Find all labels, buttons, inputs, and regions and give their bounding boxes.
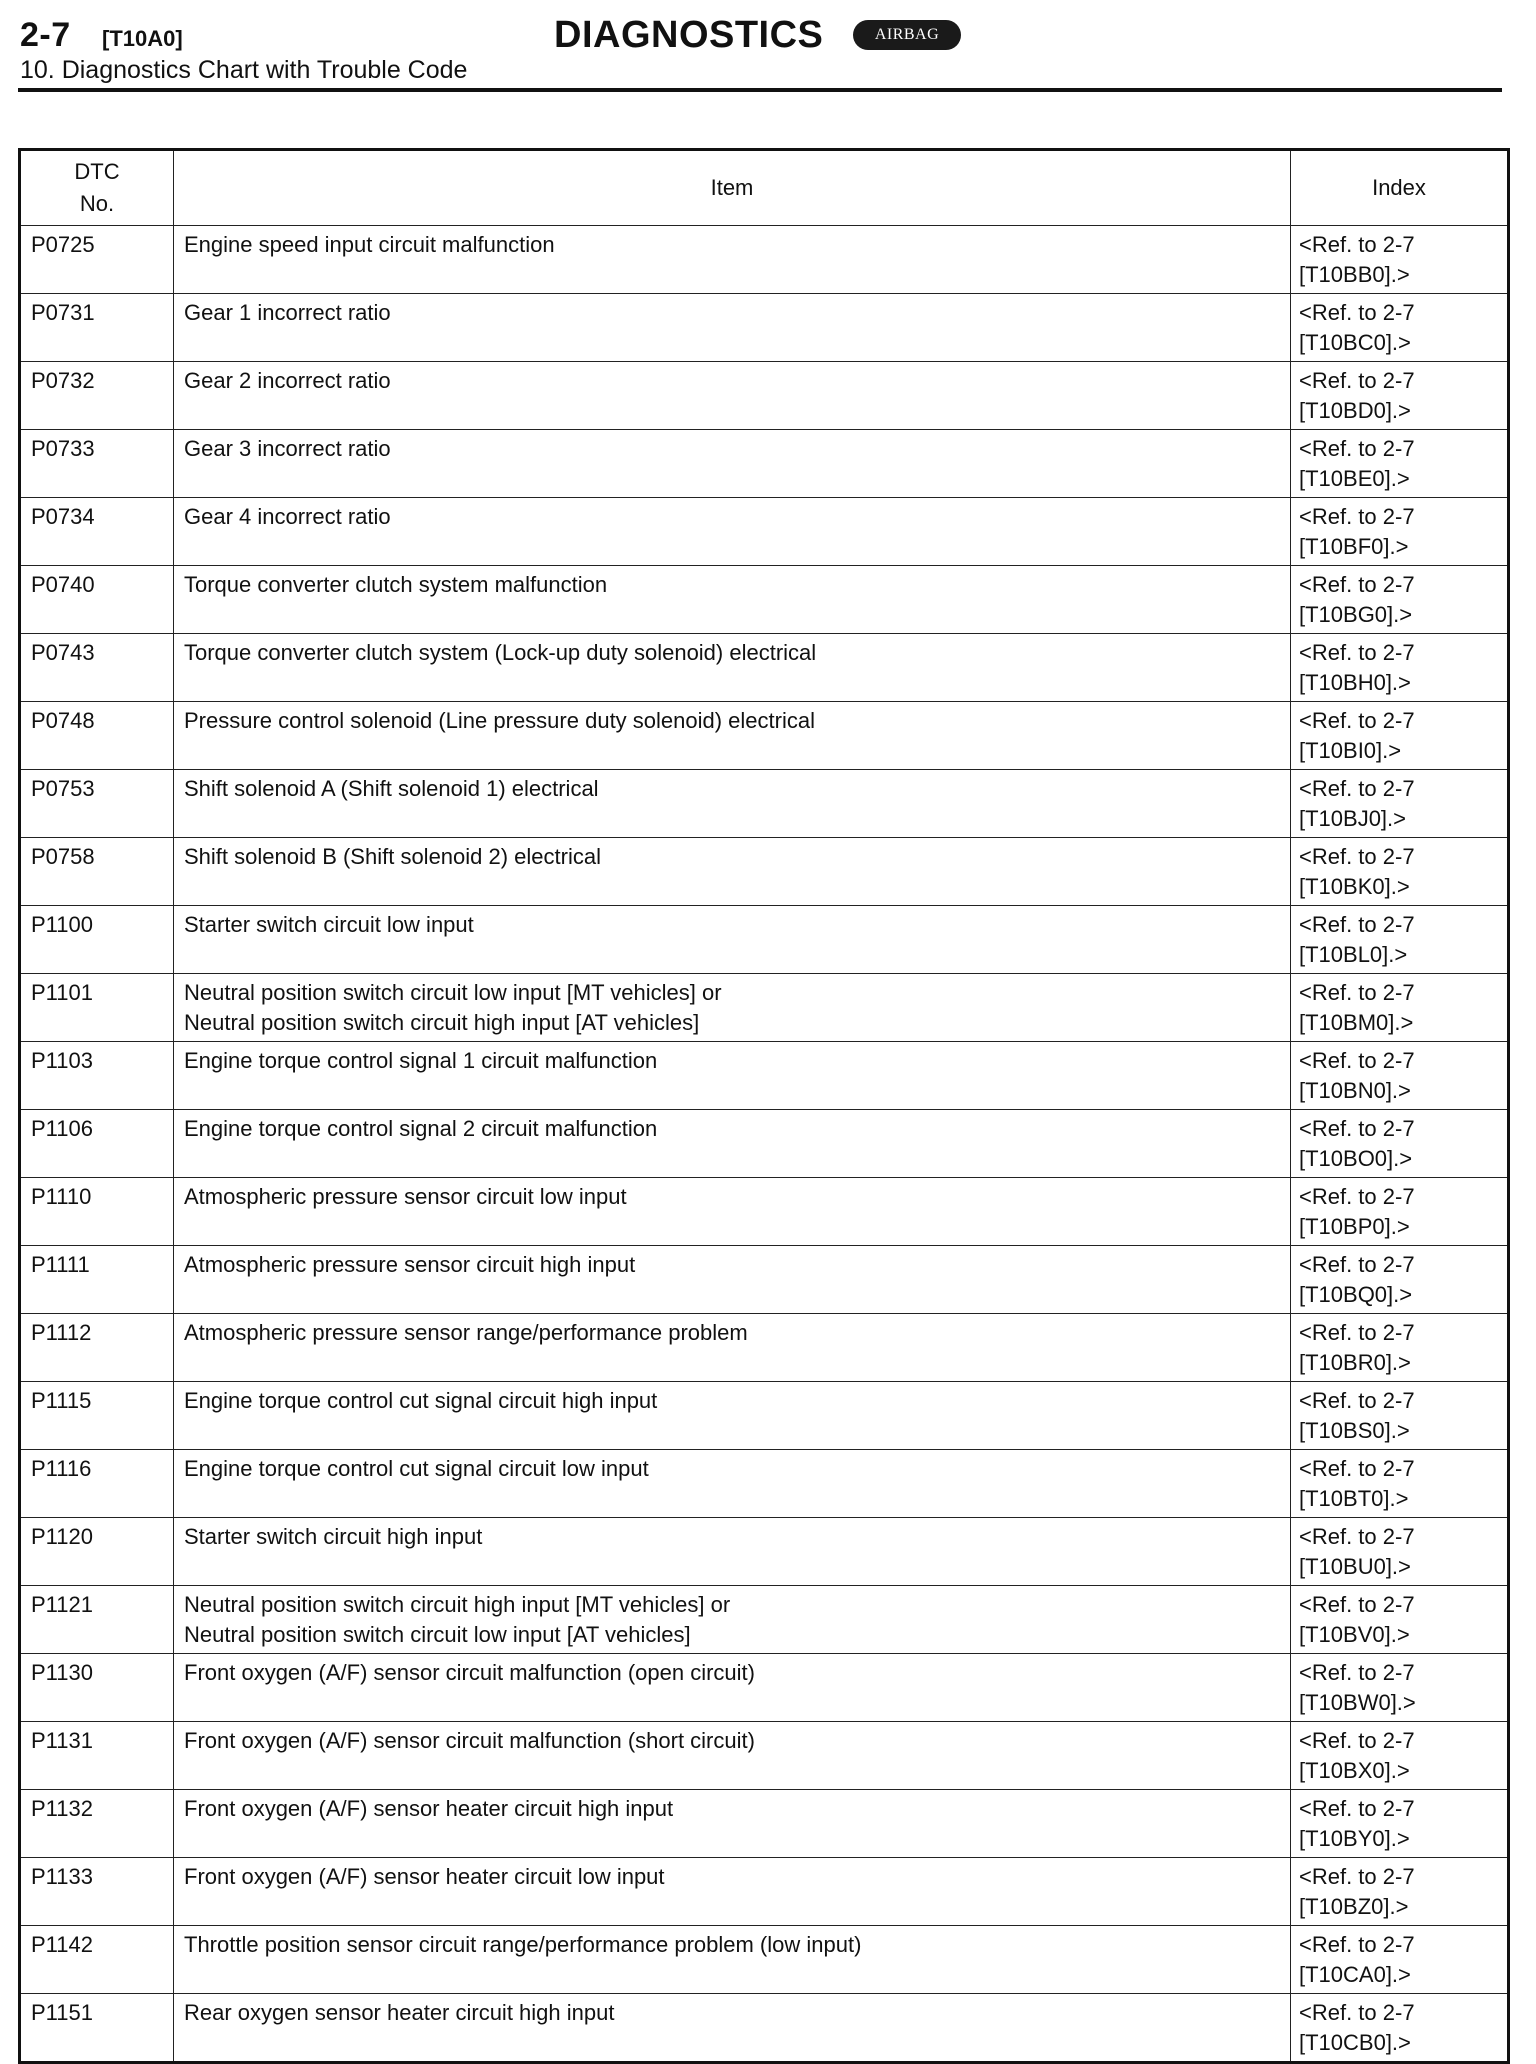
dtc-index-ref: [1291, 1382, 1509, 1450]
dtc-code: P1120: [20, 1518, 174, 1586]
dtc-index-line: <Ref. to 2-7: [1299, 1320, 1415, 1345]
dtc-index-line: <Ref. to 2-7: [1299, 980, 1415, 1005]
header-dtc: [20, 150, 174, 226]
dtc-index-ref: [1291, 974, 1509, 1042]
table-row: [20, 566, 1509, 634]
dtc-code: P0731: [20, 294, 174, 362]
dtc-index-line: <Ref. to 2-7: [1299, 1116, 1415, 1141]
dtc-index-ref: [1291, 1178, 1509, 1246]
dtc-item: [174, 1926, 1291, 1994]
dtc-code: P1131: [20, 1722, 174, 1790]
dtc-item: [174, 770, 1291, 838]
dtc-index-line: <Ref. to 2-7: [1299, 640, 1415, 665]
dtc-code: P0732: [20, 362, 174, 430]
table-row: [20, 838, 1509, 906]
dtc-index-line: <Ref. to 2-7: [1299, 1388, 1415, 1413]
table-row: [20, 1586, 1509, 1654]
dtc-item-line: Engine torque control cut signal circuit high input: [184, 1388, 658, 1413]
table-row: [20, 294, 1509, 362]
dtc-code: P0758: [20, 838, 174, 906]
dtc-index-line: [T10BH0].>: [1299, 670, 1411, 695]
dtc-index-line: <Ref. to 2-7: [1299, 2000, 1415, 2025]
dtc-index-line: [T10BT0].>: [1299, 1486, 1409, 1511]
dtc-item-line: Front oxygen (A/F) sensor circuit malfunction (short circuit): [184, 1728, 755, 1753]
dtc-index-ref: [1291, 1722, 1509, 1790]
table-row: [20, 1314, 1509, 1382]
dtc-index-line: [T10BR0].>: [1299, 1350, 1411, 1375]
header-dtc-line2: No.: [79, 191, 115, 216]
dtc-code: P0753: [20, 770, 174, 838]
table-row: [20, 1858, 1509, 1926]
dtc-item: [174, 974, 1291, 1042]
header-item: Item: [174, 150, 1291, 226]
dtc-index-line: [T10BC0].>: [1299, 330, 1411, 355]
dtc-code: P1130: [20, 1654, 174, 1722]
table-row: [20, 1654, 1509, 1722]
dtc-item: [174, 1518, 1291, 1586]
table-row: [20, 974, 1509, 1042]
dtc-code: P1142: [20, 1926, 174, 1994]
dtc-item: [174, 294, 1291, 362]
dtc-item-line: Front oxygen (A/F) sensor heater circuit high input: [184, 1796, 674, 1821]
dtc-index-line: <Ref. to 2-7: [1299, 1456, 1415, 1481]
dtc-index-ref: [1291, 1586, 1509, 1654]
dtc-index-ref: [1291, 430, 1509, 498]
page-code: [T10A0]: [102, 26, 183, 51]
table-row: [20, 1450, 1509, 1518]
dtc-code: P1103: [20, 1042, 174, 1110]
dtc-index-ref: [1291, 770, 1509, 838]
dtc-index-line: <Ref. to 2-7: [1299, 1660, 1415, 1685]
dtc-item: [174, 634, 1291, 702]
dtc-item-line: Torque converter clutch system (Lock-up duty solenoid) electrical: [184, 640, 817, 665]
dtc-index-ref: [1291, 566, 1509, 634]
dtc-code: P0733: [20, 430, 174, 498]
dtc-index-line: <Ref. to 2-7: [1299, 776, 1415, 801]
dtc-code: P0734: [20, 498, 174, 566]
dtc-index-line: <Ref. to 2-7: [1299, 844, 1415, 869]
dtc-index-ref: [1291, 362, 1509, 430]
dtc-item: [174, 1450, 1291, 1518]
table-row: [20, 362, 1509, 430]
table-row: [20, 498, 1509, 566]
dtc-index-ref: [1291, 1110, 1509, 1178]
table-row: [20, 1178, 1509, 1246]
dtc-item-line: Gear 4 incorrect ratio: [184, 504, 391, 529]
dtc-item: [174, 1586, 1291, 1654]
dtc-index-ref: [1291, 1790, 1509, 1858]
dtc-item-line: Gear 2 incorrect ratio: [184, 368, 391, 393]
dtc-code: P1132: [20, 1790, 174, 1858]
table-row: [20, 430, 1509, 498]
dtc-index-ref: [1291, 1314, 1509, 1382]
dtc-index-line: [T10CA0].>: [1299, 1962, 1411, 1987]
dtc-item: [174, 1994, 1291, 2063]
dtc-index-line: <Ref. to 2-7: [1299, 368, 1415, 393]
dtc-code: P1112: [20, 1314, 174, 1382]
dtc-code: P1101: [20, 974, 174, 1042]
dtc-index-line: [T10BZ0].>: [1299, 1894, 1409, 1919]
dtc-item-line: Throttle position sensor circuit range/performance problem (low input): [184, 1932, 862, 1957]
dtc-item-line: Rear oxygen sensor heater circuit high input: [184, 2000, 615, 2025]
dtc-code: P1100: [20, 906, 174, 974]
dtc-index-line: [T10BI0].>: [1299, 738, 1402, 763]
dtc-index-line: [T10BM0].>: [1299, 1010, 1414, 1035]
dtc-item: [174, 1382, 1291, 1450]
page-header: [20, 14, 1500, 89]
dtc-index-line: <Ref. to 2-7: [1299, 1592, 1415, 1617]
dtc-index-line: <Ref. to 2-7: [1299, 504, 1415, 529]
dtc-index-line: <Ref. to 2-7: [1299, 1728, 1415, 1753]
dtc-item-line: Front oxygen (A/F) sensor heater circuit low input: [184, 1864, 665, 1889]
dtc-item-line: Engine speed input circuit malfunction: [184, 232, 555, 257]
dtc-item-line: Front oxygen (A/F) sensor circuit malfunction (open circuit): [184, 1660, 755, 1685]
dtc-index-line: [T10BK0].>: [1299, 874, 1410, 899]
dtc-index-line: [T10BX0].>: [1299, 1758, 1410, 1783]
dtc-code: P1121: [20, 1586, 174, 1654]
dtc-item-line: Neutral position switch circuit low input [MT vehicles] or: [184, 980, 722, 1005]
table-header-row: [20, 150, 1509, 226]
dtc-item-line: Neutral position switch circuit low input [AT vehicles]: [184, 1622, 691, 1647]
dtc-item-line: Gear 1 incorrect ratio: [184, 300, 391, 325]
dtc-item: [174, 1042, 1291, 1110]
dtc-index-ref: [1291, 226, 1509, 294]
dtc-code: P1115: [20, 1382, 174, 1450]
dtc-index-line: [T10BO0].>: [1299, 1146, 1413, 1171]
dtc-index-line: [T10BN0].>: [1299, 1078, 1411, 1103]
dtc-code: P0748: [20, 702, 174, 770]
dtc-index-ref: [1291, 1994, 1509, 2063]
dtc-index-line: [T10BS0].>: [1299, 1418, 1410, 1443]
dtc-code: P1116: [20, 1450, 174, 1518]
dtc-item-line: Atmospheric pressure sensor range/performance problem: [184, 1320, 748, 1345]
dtc-code: P1111: [20, 1246, 174, 1314]
dtc-item: [174, 362, 1291, 430]
dtc-index-line: <Ref. to 2-7: [1299, 436, 1415, 461]
dtc-index-line: <Ref. to 2-7: [1299, 1184, 1415, 1209]
airbag-badge: AIRBAG: [853, 20, 961, 50]
dtc-index-line: [T10CB0].>: [1299, 2030, 1411, 2055]
dtc-index-line: [T10BW0].>: [1299, 1690, 1416, 1715]
dtc-index-line: <Ref. to 2-7: [1299, 1524, 1415, 1549]
dtc-item: [174, 1178, 1291, 1246]
dtc-item: [174, 906, 1291, 974]
dtc-index-ref: [1291, 634, 1509, 702]
dtc-index-line: <Ref. to 2-7: [1299, 708, 1415, 733]
dtc-index-ref: [1291, 1042, 1509, 1110]
dtc-index-line: [T10BD0].>: [1299, 398, 1411, 423]
dtc-item-line: Pressure control solenoid (Line pressure duty solenoid) electrical: [184, 708, 815, 733]
table-row: [20, 226, 1509, 294]
table-row: [20, 770, 1509, 838]
dtc-item-line: Atmospheric pressure sensor circuit high input: [184, 1252, 636, 1277]
dtc-code: P1151: [20, 1994, 174, 2063]
dtc-index-line: <Ref. to 2-7: [1299, 572, 1415, 597]
dtc-item-line: Starter switch circuit low input: [184, 912, 474, 937]
dtc-index-line: [T10BP0].>: [1299, 1214, 1410, 1239]
dtc-item: [174, 430, 1291, 498]
dtc-index-line: <Ref. to 2-7: [1299, 912, 1415, 937]
dtc-item-line: Neutral position switch circuit high input [MT vehicles] or: [184, 1592, 731, 1617]
dtc-index-ref: [1291, 1518, 1509, 1586]
table-body: [20, 226, 1509, 2063]
page-subtitle: 10. Diagnostics Chart with Trouble Code: [20, 56, 468, 84]
dtc-index-ref: [1291, 1450, 1509, 1518]
dtc-item: [174, 1722, 1291, 1790]
table-row: [20, 1518, 1509, 1586]
table-row: [20, 1382, 1509, 1450]
table-row: [20, 1790, 1509, 1858]
dtc-index-line: <Ref. to 2-7: [1299, 1932, 1415, 1957]
table-row: [20, 1722, 1509, 1790]
dtc-item: [174, 1790, 1291, 1858]
dtc-item: [174, 838, 1291, 906]
dtc-code: P1110: [20, 1178, 174, 1246]
page-number: 2-7: [20, 16, 71, 54]
dtc-index-ref: [1291, 1858, 1509, 1926]
dtc-index-line: [T10BY0].>: [1299, 1826, 1410, 1851]
dtc-table-container: [18, 148, 1510, 2064]
dtc-item-line: Gear 3 incorrect ratio: [184, 436, 391, 461]
dtc-index-line: [T10BV0].>: [1299, 1622, 1410, 1647]
dtc-code: P1106: [20, 1110, 174, 1178]
dtc-index-ref: [1291, 498, 1509, 566]
dtc-code: P0740: [20, 566, 174, 634]
table-row: [20, 1994, 1509, 2063]
header-index: Index: [1291, 150, 1509, 226]
dtc-item: [174, 1314, 1291, 1382]
dtc-item: [174, 498, 1291, 566]
dtc-code: P0725: [20, 226, 174, 294]
dtc-index-line: [T10BE0].>: [1299, 466, 1410, 491]
dtc-item-line: Engine torque control cut signal circuit low input: [184, 1456, 649, 1481]
table-row: [20, 906, 1509, 974]
table-row: [20, 1042, 1509, 1110]
dtc-index-line: <Ref. to 2-7: [1299, 1864, 1415, 1889]
dtc-index-line: [T10BJ0].>: [1299, 806, 1407, 831]
dtc-index-line: <Ref. to 2-7: [1299, 300, 1415, 325]
dtc-index-line: [T10BB0].>: [1299, 262, 1410, 287]
dtc-index-ref: [1291, 294, 1509, 362]
dtc-index-ref: [1291, 1926, 1509, 1994]
dtc-index-ref: [1291, 906, 1509, 974]
dtc-item-line: Engine torque control signal 1 circuit malfunction: [184, 1048, 658, 1073]
table-row: [20, 1110, 1509, 1178]
dtc-table: [18, 148, 1510, 2064]
dtc-item: [174, 1654, 1291, 1722]
dtc-index-line: <Ref. to 2-7: [1299, 1048, 1415, 1073]
dtc-item: [174, 1246, 1291, 1314]
table-row: [20, 702, 1509, 770]
dtc-item: [174, 1858, 1291, 1926]
dtc-item-line: Shift solenoid A (Shift solenoid 1) electrical: [184, 776, 599, 801]
section-title: DIAGNOSTICS: [554, 14, 824, 56]
dtc-item: [174, 702, 1291, 770]
dtc-index-line: <Ref. to 2-7: [1299, 1252, 1415, 1277]
header-dtc-line1: DTC: [74, 159, 120, 184]
dtc-code: P0743: [20, 634, 174, 702]
header-rule: [18, 88, 1502, 92]
dtc-index-ref: [1291, 1246, 1509, 1314]
dtc-index-ref: [1291, 1654, 1509, 1722]
dtc-item-line: Neutral position switch circuit high input [AT vehicles]: [184, 1010, 700, 1035]
table-row: [20, 634, 1509, 702]
table-row: [20, 1246, 1509, 1314]
dtc-item-line: Starter switch circuit high input: [184, 1524, 483, 1549]
dtc-index-line: [T10BQ0].>: [1299, 1282, 1413, 1307]
dtc-index-line: [T10BF0].>: [1299, 534, 1409, 559]
dtc-item-line: Atmospheric pressure sensor circuit low input: [184, 1184, 627, 1209]
dtc-item: [174, 1110, 1291, 1178]
dtc-index-line: [T10BG0].>: [1299, 602, 1413, 627]
dtc-item-line: Engine torque control signal 2 circuit malfunction: [184, 1116, 658, 1141]
dtc-index-ref: [1291, 838, 1509, 906]
dtc-item: [174, 566, 1291, 634]
dtc-index-line: [T10BL0].>: [1299, 942, 1408, 967]
dtc-index-line: [T10BU0].>: [1299, 1554, 1411, 1579]
dtc-index-line: <Ref. to 2-7: [1299, 1796, 1415, 1821]
dtc-item-line: Torque converter clutch system malfunction: [184, 572, 608, 597]
dtc-item: [174, 226, 1291, 294]
table-row: [20, 1926, 1509, 1994]
dtc-item-line: Shift solenoid B (Shift solenoid 2) electrical: [184, 844, 601, 869]
dtc-code: P1133: [20, 1858, 174, 1926]
dtc-index-ref: [1291, 702, 1509, 770]
dtc-index-line: <Ref. to 2-7: [1299, 232, 1415, 257]
